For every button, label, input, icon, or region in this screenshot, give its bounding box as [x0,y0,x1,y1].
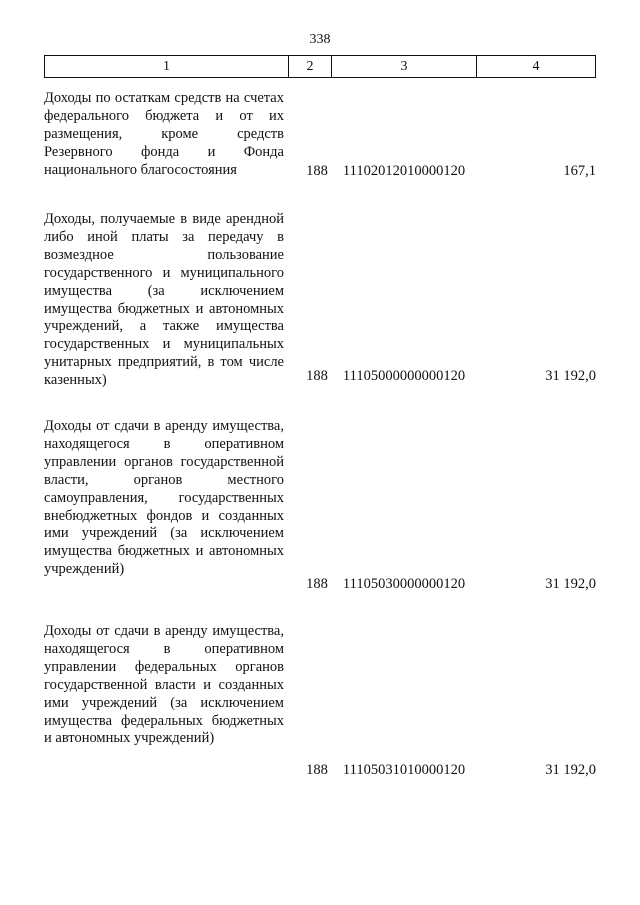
table-row [44,211,596,389]
row-description: Доходы, получаемые в виде арендной либо иной платы за передачу в возмездное пользование государственного и муниципального имущества (за исключением имущества бюджетных и автономных учреждений, а также имущества государственных и муниципальных унитарных предприятий, в том числе казенных) [44,211,284,389]
row-admin-code: 188 [306,368,328,384]
row-description: Доходы от сдачи в аренду имущества, находящегося в оперативном управлении органов государственной власти, органов местного самоуправления, государственных внебюджетных фондов и созданных ими учреждений (за исключением имущества бюджетных и автономных учреждений) [44,418,284,578]
row-amount: 31 192,0 [545,368,596,384]
row-kbk-code: 11105031010000120 [342,762,466,778]
column-header-1: 1 [45,56,289,77]
column-header-row [44,55,596,78]
table-row [44,90,596,180]
row-admin-code: 188 [306,163,328,179]
column-header-2: 2 [289,56,332,77]
row-amount: 31 192,0 [545,576,596,592]
row-amount: 167,1 [563,163,596,179]
row-admin-code: 188 [306,576,328,592]
row-kbk-code: 11102012010000120 [342,163,466,179]
column-header-3: 3 [332,56,477,77]
table-row [44,623,596,779]
table-row [44,418,596,593]
row-amount: 31 192,0 [545,762,596,778]
page-number: 338 [309,32,331,47]
row-admin-code: 188 [306,762,328,778]
row-description: Доходы от сдачи в аренду имущества, находящегося в оперативном управлении федеральных органов государственной власти и созданных ими учреждений (за исключением имущества федеральных бюджетных и автономных учреждений) [44,623,284,747]
row-kbk-code: 11105030000000120 [342,576,466,592]
row-kbk-code: 11105000000000120 [342,368,466,384]
column-header-4: 4 [532,58,540,74]
row-description: Доходы по остаткам средств на счетах федерального бюджета и от их размещения, кроме средств Резервного фонда и Фонда национального благосостояния [44,90,284,178]
